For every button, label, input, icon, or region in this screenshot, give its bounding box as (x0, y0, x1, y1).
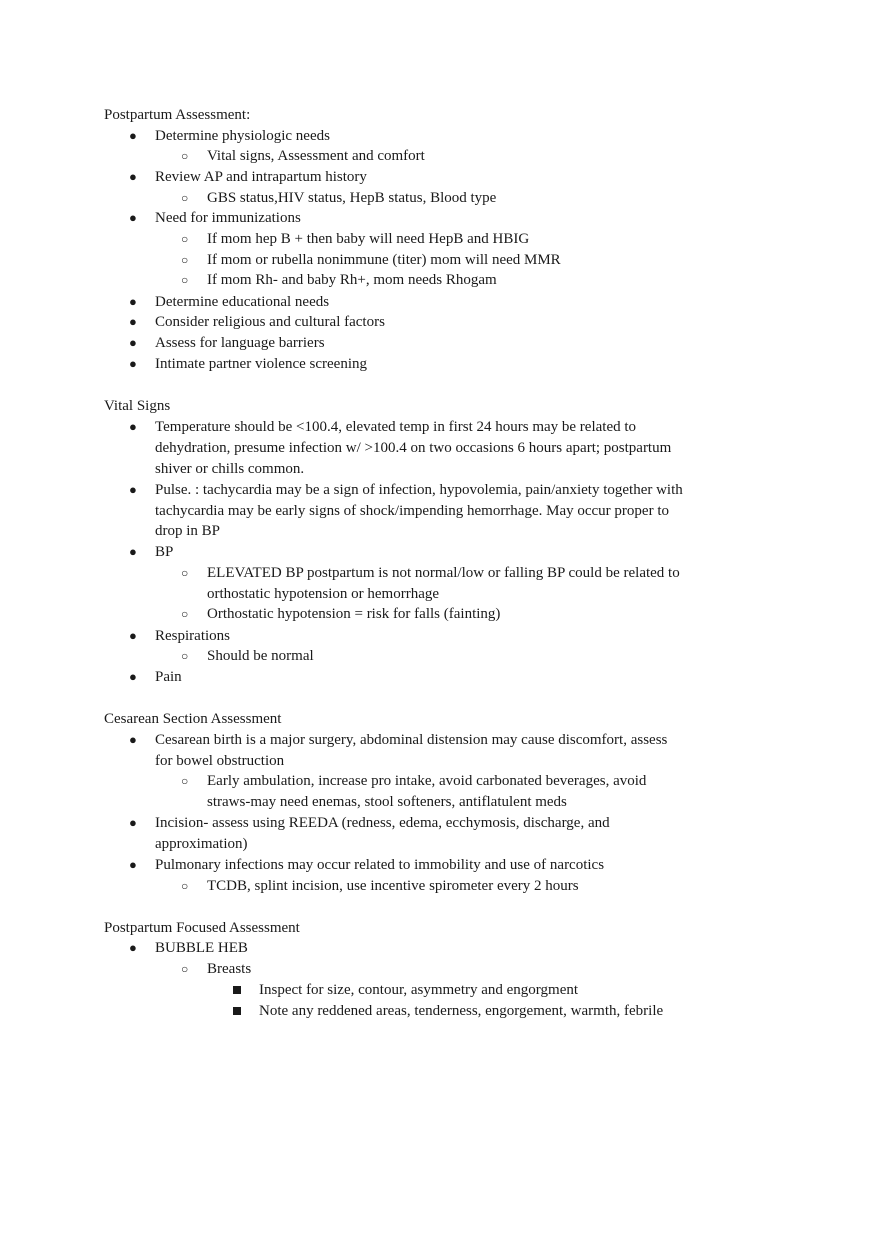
bullet-circle: ○ (181, 191, 189, 205)
section-title-cesarean: Cesarean Section Assessment (104, 711, 282, 727)
list-item-line: tachycardia may be early signs of shock/impending hemorrhage. May occur proper to (155, 503, 669, 519)
list-item: If mom hep B + then baby will need HepB and HBIG (207, 231, 530, 247)
list-item-line: Cesarean birth is a major surgery, abdominal distension may cause discomfort, assess (155, 732, 668, 748)
list-item: Need for immunizations (155, 210, 301, 226)
list-item-line: drop in BP (155, 523, 221, 539)
list-item-line: Pulmonary infections may occur related to immobility and use of narcotics (155, 857, 605, 873)
bullet-disc: ● (129, 335, 137, 350)
bullet-disc: ● (129, 314, 137, 329)
list-item: Assess for language barriers (155, 335, 325, 351)
bullet-disc: ● (129, 815, 137, 830)
bullet-circle: ○ (181, 273, 189, 287)
bullet-circle: ○ (181, 774, 189, 788)
list-item-line: Respirations (155, 628, 230, 644)
bullet-disc: ● (129, 940, 137, 955)
list-item-line: orthostatic hypotension or hemorrhage (207, 586, 440, 602)
bullet-disc: ● (129, 356, 137, 371)
bullet-circle: ○ (181, 962, 189, 976)
list-item-line: Orthostatic hypotension = risk for falls (fainting) (207, 606, 501, 622)
bullet-disc: ● (129, 419, 137, 434)
section-title-vital-signs: Vital Signs (104, 398, 171, 414)
bullet-disc: ● (129, 857, 137, 872)
bullet-disc: ● (129, 128, 137, 143)
list-item-line: BUBBLE HEB (155, 940, 248, 956)
list-item: Consider religious and cultural factors (155, 314, 385, 330)
list-item: If mom or rubella nonimmune (titer) mom will need MMR (207, 252, 561, 268)
bullet-circle: ○ (181, 253, 189, 267)
list-item: Review AP and intrapartum history (155, 169, 367, 185)
list-item-line: Incision- assess using REEDA (redness, edema, ecchymosis, discharge, and (155, 815, 610, 831)
list-item-line: Early ambulation, increase pro intake, avoid carbonated beverages, avoid (207, 773, 647, 789)
bullet-disc: ● (129, 169, 137, 184)
section-title-focused: Postpartum Focused Assessment (104, 920, 300, 936)
list-item-line: straws-may need enemas, stool softeners, antiflatulent meds (207, 794, 567, 810)
list-item-line: Pulse. : tachycardia may be a sign of infection, hypovolemia, pain/anxiety together with (155, 482, 683, 498)
bullet-disc: ● (129, 628, 137, 643)
section-title-postpartum-assessment: Postpartum Assessment: (104, 107, 251, 123)
list-item-line: ELEVATED BP postpartum is not normal/low or falling BP could be related to (207, 565, 680, 581)
list-item: Determine educational needs (155, 294, 330, 310)
list-item-line: Temperature should be <100.4, elevated temp in first 24 hours may be related to (155, 419, 637, 435)
bullet-disc: ● (129, 482, 137, 497)
bullet-circle: ○ (181, 232, 189, 246)
bullet-disc: ● (129, 669, 137, 684)
list-item-line: dehydration, presume infection w/ >100.4 on two occasions 6 hours apart; postpartum (155, 440, 672, 456)
bullet-disc: ● (129, 294, 137, 309)
list-item-line: for bowel obstruction (155, 753, 285, 769)
list-item-line: shiver or chills common. (155, 461, 305, 477)
bullet-square (233, 986, 241, 994)
list-item: Determine physiologic needs (155, 128, 330, 144)
bullet-disc: ● (129, 732, 137, 747)
bullet-disc: ● (129, 210, 137, 225)
list-item-line: BP (155, 544, 174, 560)
bullet-circle: ○ (181, 879, 189, 893)
bullet-circle: ○ (181, 149, 189, 163)
list-item: Intimate partner violence screening (155, 356, 367, 372)
list-item-line: Inspect for size, contour, asymmetry and engorgment (259, 982, 579, 998)
bullet-disc: ● (129, 544, 137, 559)
list-item-line: Should be normal (207, 648, 314, 664)
list-item-line: Breasts (207, 961, 252, 977)
bullet-circle: ○ (181, 607, 189, 621)
list-item-line: Pain (155, 669, 182, 685)
bullet-circle: ○ (181, 649, 189, 663)
list-item-line: approximation) (155, 836, 248, 852)
list-item: GBS status,HIV status, HepB status, Blood type (207, 190, 497, 206)
bullet-circle: ○ (181, 566, 189, 580)
list-item-line: TCDB, splint incision, use incentive spirometer every 2 hours (207, 878, 579, 894)
list-item: Vital signs, Assessment and comfort (207, 148, 425, 164)
bullet-square (233, 1007, 241, 1015)
list-item-line: Note any reddened areas, tenderness, engorgement, warmth, febrile (259, 1003, 664, 1019)
list-item: If mom Rh- and baby Rh+, mom needs Rhogam (207, 272, 497, 288)
